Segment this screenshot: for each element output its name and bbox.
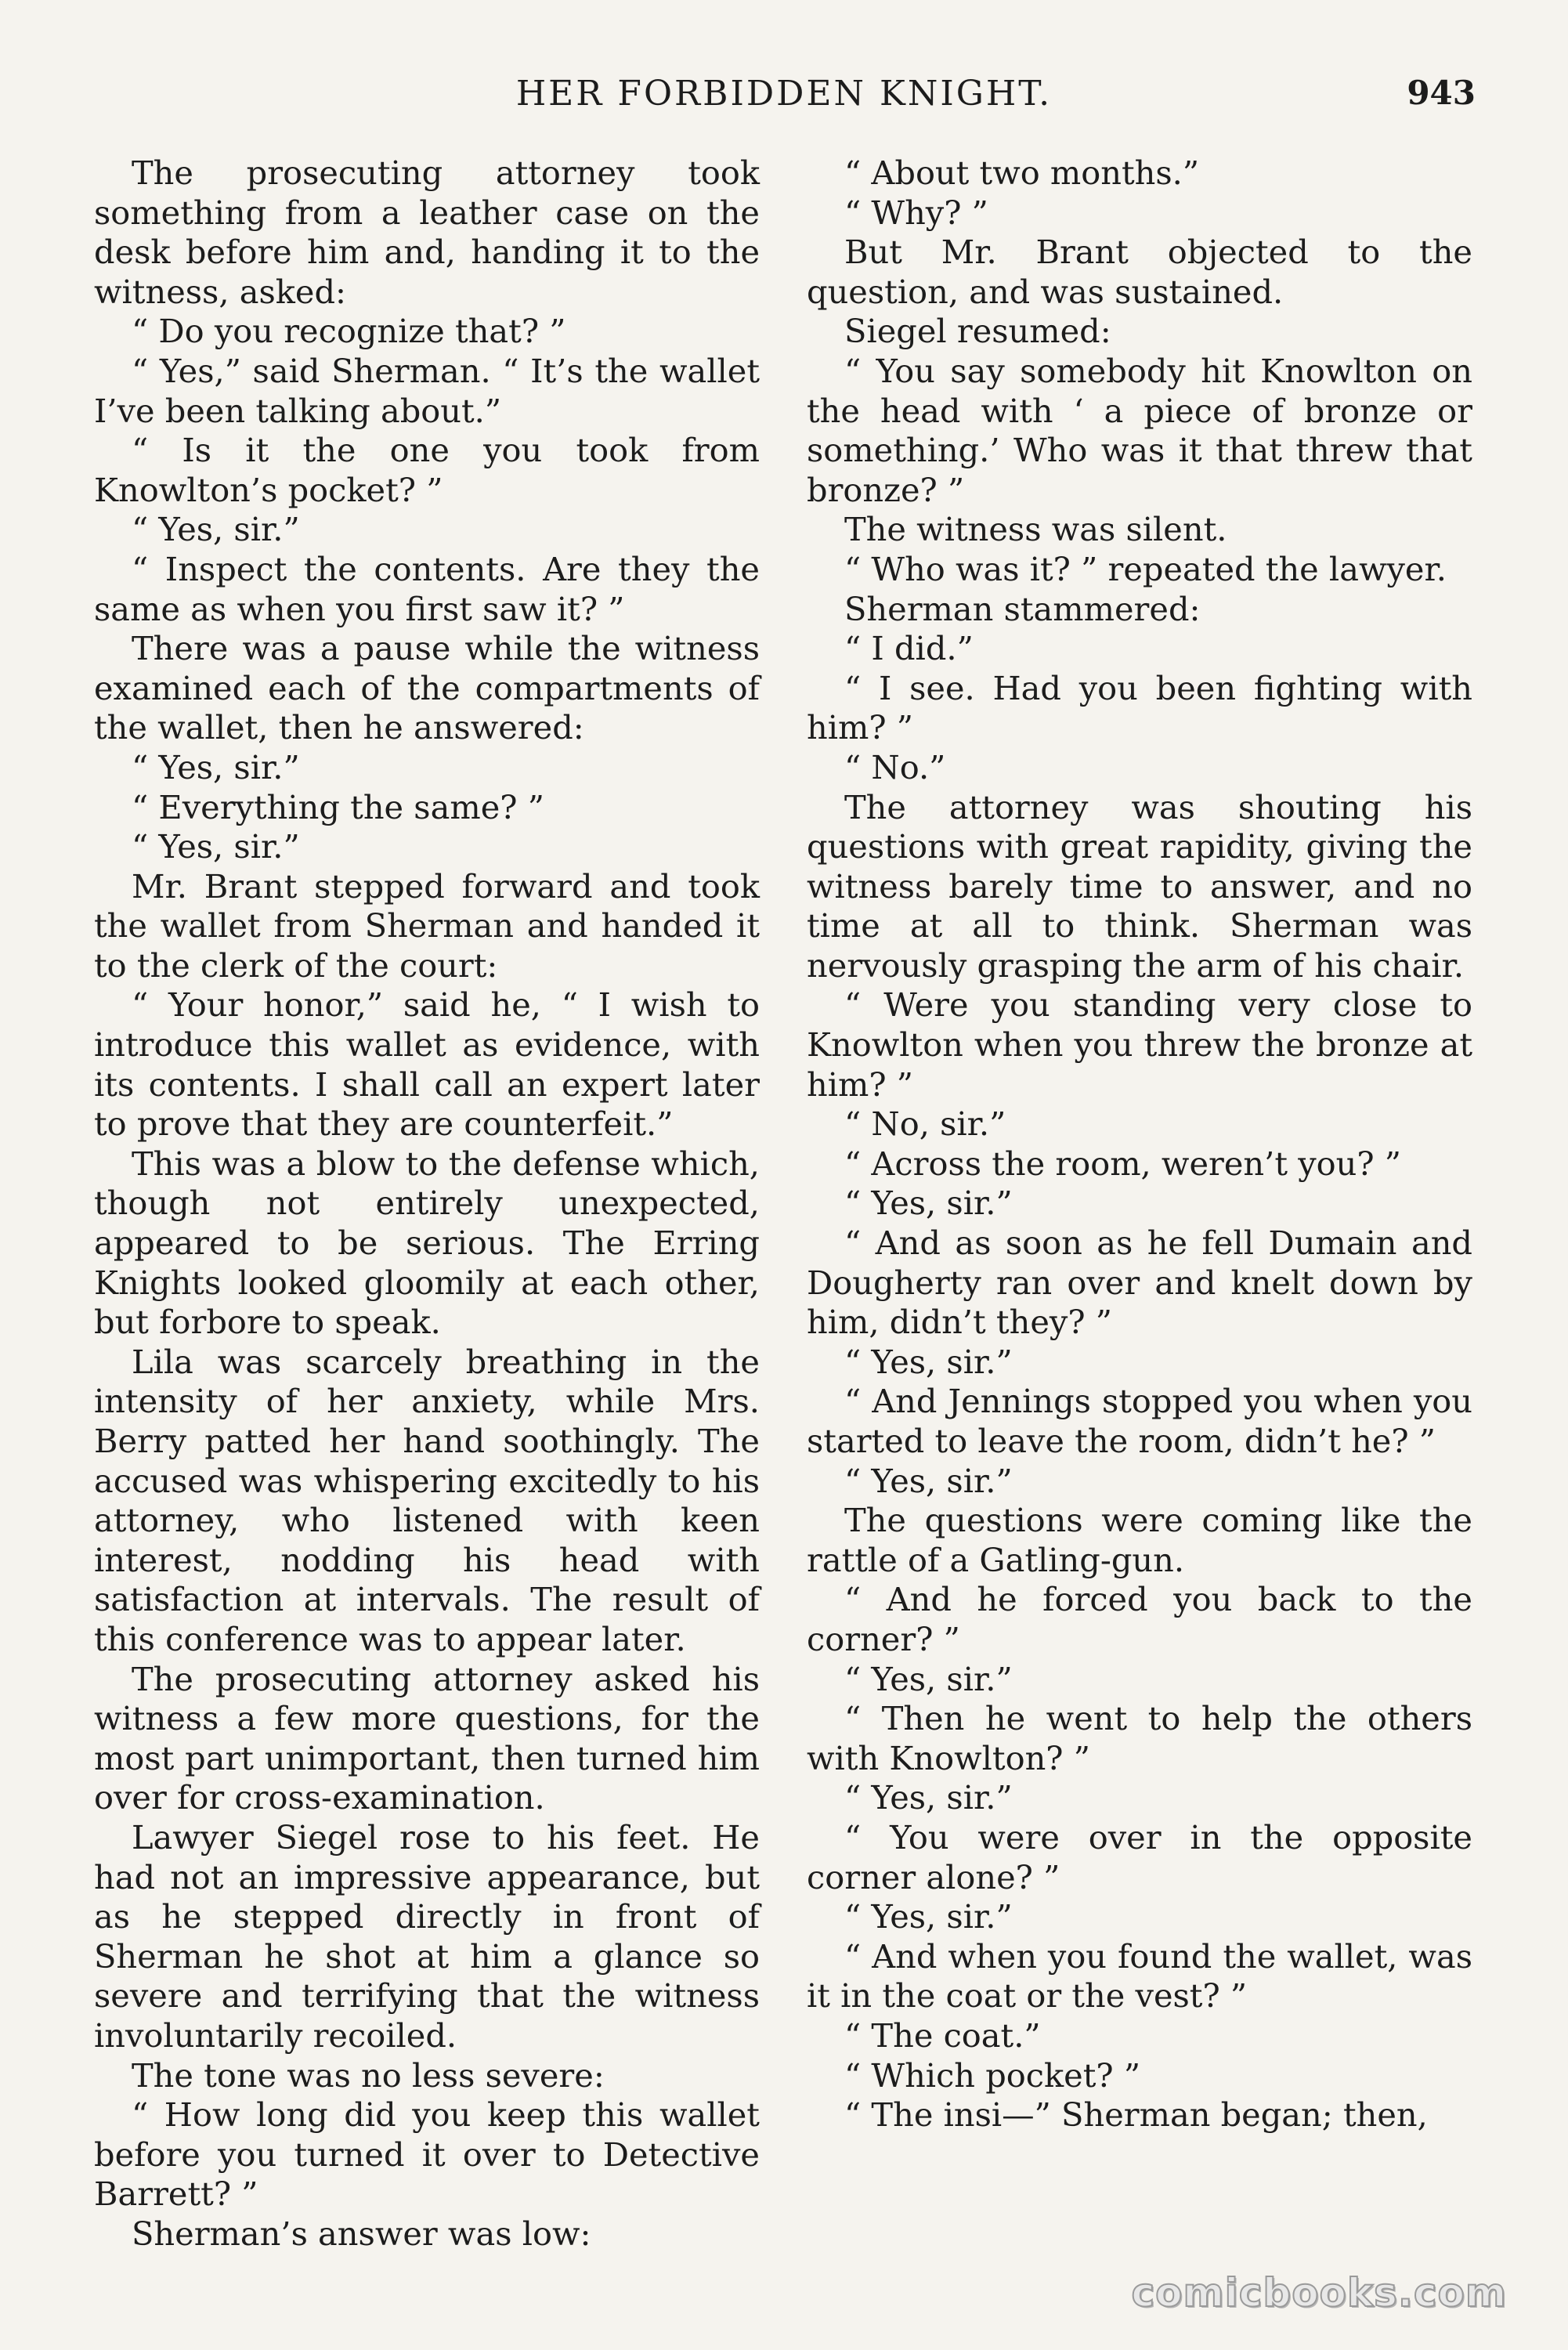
paragraph: The attorney was shouting his questions with great rapidity, giving the witness barely time to answer, and no time at all to think. Sherman was nervously grasping the arm of his chair. — [807, 787, 1472, 985]
paragraph: “ Your honor,” said he, “ I wish to introduce this wallet as evidence, with its contents. I shall call an expert later to prove that they are counterfeit.” — [94, 985, 760, 1144]
paragraph: “ And he forced you back to the corner? ” — [807, 1580, 1472, 1658]
paragraph: The prosecuting attorney took something from a leather case on the desk before him and, handing it to the witness, asked: — [94, 154, 760, 311]
right-column — [807, 154, 1472, 2135]
paragraph: The questions were coming like the rattle of a Gatling-gun. — [807, 1501, 1472, 1579]
paragraph: “ No.” — [844, 747, 946, 786]
paragraph: “ The coat.” — [844, 2016, 1041, 2055]
paragraph: “ Yes,” said Sherman. “ It’s the wallet I’ve been talking about.” — [94, 351, 760, 430]
paragraph: “ Yes, sir.” — [844, 1461, 1013, 1500]
paragraph: “ Who was it? ” repeated the lawyer. — [844, 549, 1447, 588]
paragraph: “ Yes, sir.” — [844, 1184, 1013, 1223]
paragraph: “ How long did you keep this wallet before you turned it over to Detective Barrett? ” — [94, 2095, 760, 2214]
watermark-logo: comicbooks.com — [1131, 2270, 1507, 2316]
paragraph: “ Yes, sir.” — [132, 827, 300, 866]
paragraph: “ Everything the same? ” — [132, 787, 544, 826]
paragraph: “ Do you recognize that? ” — [132, 312, 566, 351]
paragraph: Sherman’s answer was low: — [132, 2214, 591, 2253]
paragraph: The prosecuting attorney asked his witness a few more questions, for the most part unimportant, then turned him over for cross-examination. — [94, 1659, 760, 1817]
paragraph: “ Inspect the contents. Are they the same as when you first saw it? ” — [94, 549, 760, 628]
paragraph: “ Were you standing very close to Knowlton when you threw the bronze at him? ” — [807, 985, 1472, 1104]
paragraph: “ Yes, sir.” — [132, 747, 300, 786]
paragraph: “ Yes, sir.” — [132, 510, 300, 549]
paragraph: “ I did.” — [844, 629, 974, 668]
paragraph: Mr. Brant stepped forward and took the wallet from Sherman and handed it to the clerk of the court: — [94, 866, 760, 985]
paragraph: “ Across the room, weren’t you? ” — [844, 1144, 1402, 1183]
paragraph: “ And as soon as he fell Dumain and Dougherty ran over and knelt down by him, didn’t they? ” — [807, 1224, 1472, 1342]
paragraph: “ Yes, sir.” — [844, 1778, 1013, 1817]
paragraph: “ I see. Had you been fighting with him? ” — [807, 668, 1472, 747]
paragraph: “ Then he went to help the others with Knowlton? ” — [807, 1699, 1472, 1777]
paragraph: “ Is it the one you took from Knowlton’s pocket? ” — [94, 431, 760, 509]
paragraph: “ And Jennings stopped you when you started to leave the room, didn’t he? ” — [807, 1382, 1472, 1460]
paragraph: But Mr. Brant objected to the question, and was sustained. — [807, 233, 1472, 311]
paragraph: “ Which pocket? ” — [844, 2055, 1141, 2095]
paragraph: The witness was silent. — [844, 510, 1227, 549]
paragraph: “ The insi—” Sherman began; then, — [844, 2095, 1428, 2135]
running-title: HER FORBIDDEN KNIGHT. — [515, 74, 1053, 114]
paragraph: Siegel resumed: — [844, 312, 1111, 351]
left-column — [94, 154, 760, 2254]
page-number: 943 — [1407, 74, 1476, 112]
paragraph: “ No, sir.” — [844, 1104, 1006, 1144]
paragraph: “ Why? ” — [844, 193, 988, 232]
paragraph: “ You were over in the opposite corner alone? ” — [807, 1817, 1472, 1896]
paragraph: “ Yes, sir.” — [844, 1342, 1013, 1381]
paragraph: This was a blow to the defense which, though not entirely unexpected, appeared to be serious. The Erring Knights looked gloomily at each other, but forbore to speak. — [94, 1144, 760, 1342]
paragraph: Lawyer Siegel rose to his feet. He had not an impressive appearance, but as he stepped directly in front of Sherman he shot at him a glance so severe and terrifying that the witness involuntarily recoiled. — [94, 1817, 760, 2055]
page-header — [0, 74, 1568, 121]
paragraph: The tone was no less severe: — [132, 2055, 605, 2095]
paragraph: There was a pause while the witness examined each of the compartments of the wallet, then he answered: — [94, 629, 760, 747]
paragraph: “ Yes, sir.” — [844, 1659, 1013, 1698]
paragraph: Sherman stammered: — [844, 589, 1201, 628]
paragraph: “ About two months.” — [844, 154, 1200, 192]
paragraph: “ And when you found the wallet, was it in the coat or the vest? ” — [807, 1936, 1472, 2016]
paragraph: “ You say somebody hit Knowlton on the head with ‘ a piece of bronze or something.’ Who was it that threw that bronze? ” — [807, 351, 1472, 509]
paragraph: Lila was scarcely breathing in the intensity of her anxiety, while Mrs. Berry patted her hand soothingly. The accused was whispering excitedly to his attorney, who listened with keen interest, nodding his head with satisfaction at intervals. The result of this conference was to appear later. — [94, 1342, 760, 1658]
paragraph: “ Yes, sir.” — [844, 1897, 1013, 1936]
